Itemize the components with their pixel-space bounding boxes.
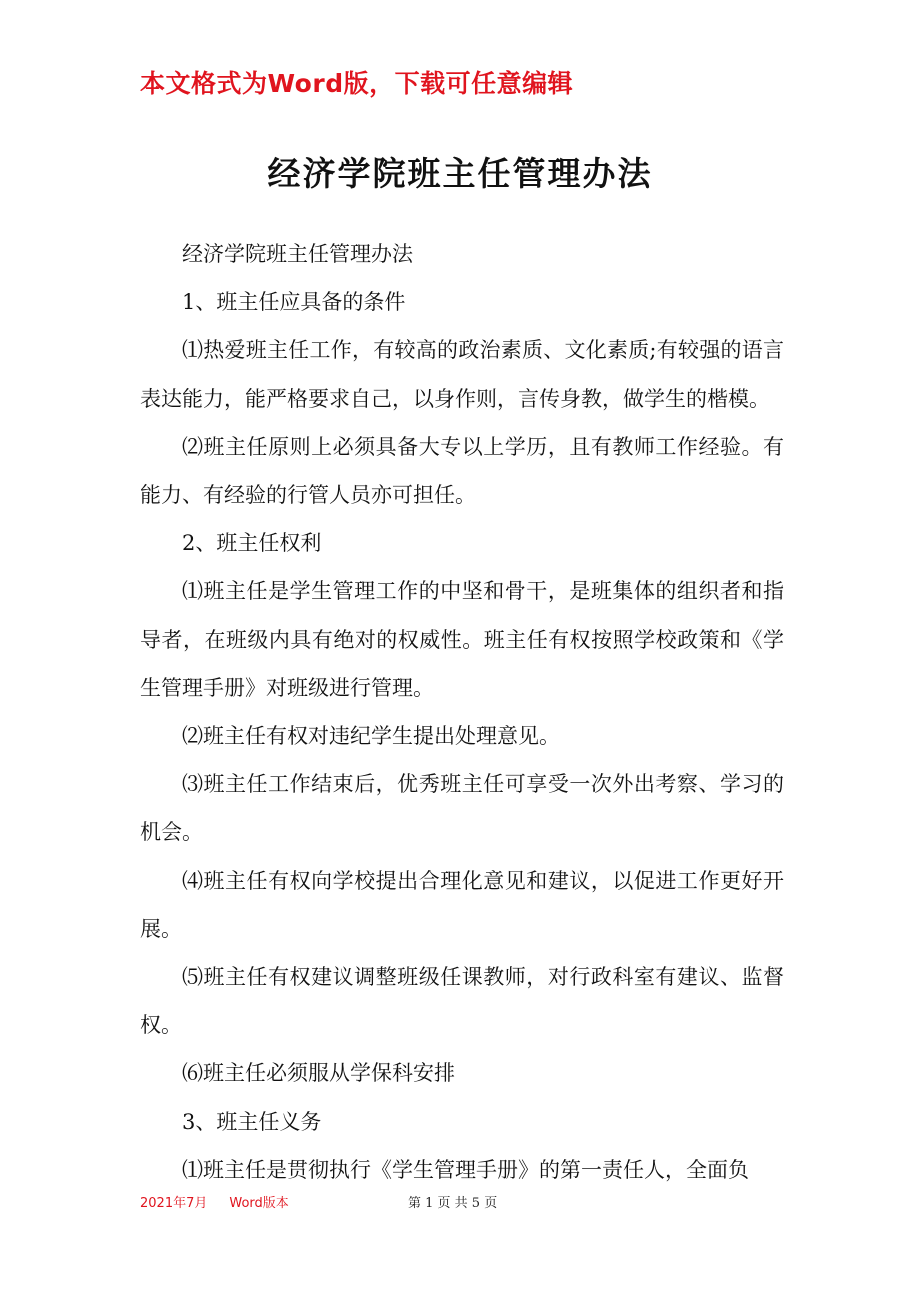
paragraph: ⑷班主任有权向学校提出合理化意见和建议，以促进工作更好开展。 — [140, 868, 784, 941]
paragraph: ⑵班主任有权对违纪学生提出处理意见。 — [182, 724, 560, 749]
document-body — [140, 230, 784, 1194]
format-notice-banner: 本文格式为Word版，下载可任意编辑 — [140, 69, 574, 98]
footer-date: 2021年7月 — [140, 1196, 208, 1211]
section-heading-rights: 2、班主任权利 — [182, 531, 322, 556]
paragraph: ⑴班主任是学生管理工作的中坚和骨干，是班集体的组织者和指导者，在班级内具有绝对的权威性。班主任有权按照学校政策和《学生管理手册》对班级进行管理。 — [140, 579, 784, 700]
section-heading-conditions: 1、班主任应具备的条件 — [182, 290, 406, 315]
section-heading-duties: 3、班主任义务 — [182, 1109, 322, 1134]
document-title: 经济学院班主任管理办法 — [267, 154, 653, 193]
paragraph: ⑹班主任必须服从学保科安排 — [182, 1061, 455, 1086]
paragraph-heading: 经济学院班主任管理办法 — [182, 242, 413, 266]
footer-left — [140, 1192, 311, 1211]
paragraph: ⑴热爱班主任工作，有较高的政治素质、文化素质;有较强的语言表达能力，能严格要求自己，以身作则，言传身教，做学生的楷模。 — [140, 338, 784, 411]
paragraph: ⑸班主任有权建议调整班级任课教师，对行政科室有建议、监督权。 — [140, 965, 784, 1038]
footer-version: Word版本 — [229, 1196, 289, 1211]
footer-page-info: 第 1 页 共 5 页 — [408, 1196, 498, 1211]
paragraph: ⑶班主任工作结束后，优秀班主任可享受一次外出考察、学习的机会。 — [140, 772, 784, 845]
paragraph: ⑴班主任是贯彻执行《学生管理手册》的第一责任人，全面负 — [182, 1157, 749, 1182]
paragraph: ⑵班主任原则上必须具备大专以上学历，且有教师工作经验。有能力、有经验的行管人员亦可担任。 — [140, 434, 784, 508]
